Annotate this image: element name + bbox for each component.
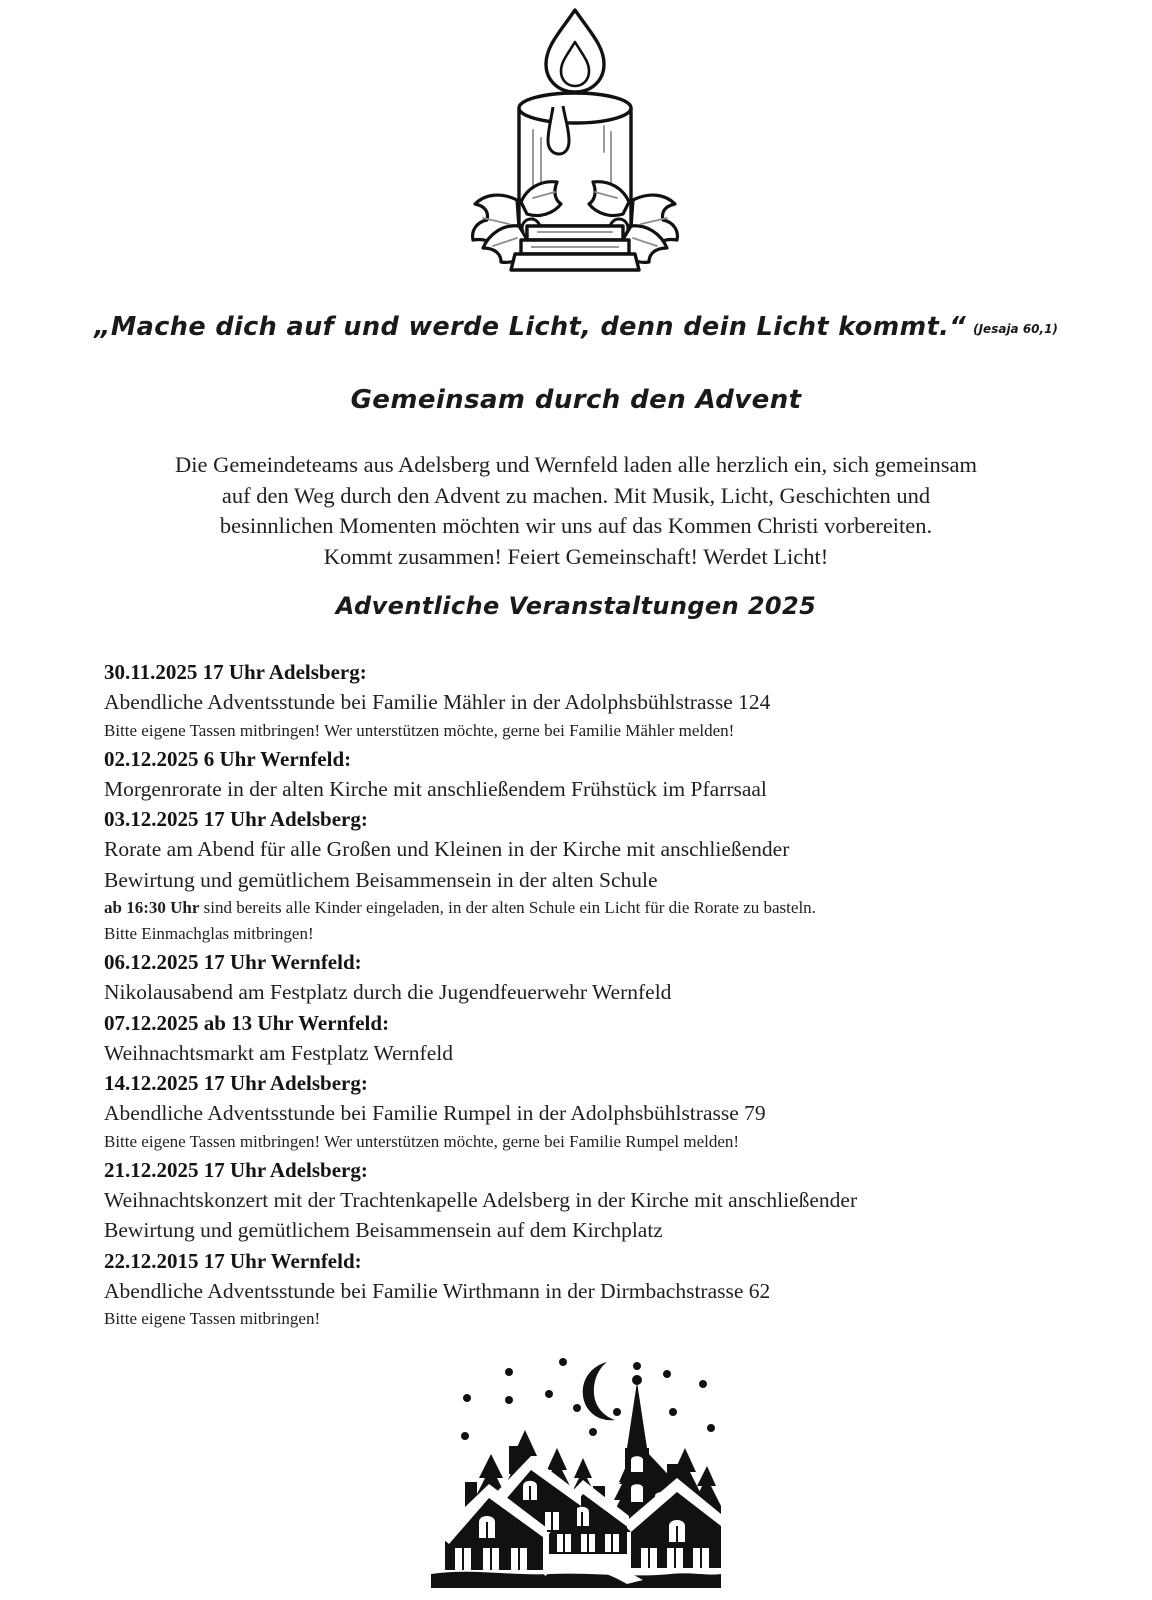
event-date: 03.12.2025 17 Uhr Adelsberg:: [104, 807, 368, 831]
event-date: 02.12.2025 6 Uhr Wernfeld:: [104, 746, 352, 771]
event-description-continued: Bewirtung und gemütlichem Beisammensein auf dem Kirchplatz: [104, 1218, 663, 1242]
event-note-rest: sind bereits alle Kinder eingeladen, in der alten Schule ein Licht für die Rorate zu basteln.: [199, 898, 816, 917]
event-item: [104, 1008, 1064, 1069]
event-description: Weihnachtsmarkt am Festplatz Wernfeld: [104, 1040, 453, 1065]
intro-line-1: Die Gemeindeteams aus Adelsberg und Wernfeld laden alle herzlich ein, sich gemeinsam: [174, 452, 978, 477]
verse-text: „Mache dich auf und werde Licht, denn dein Licht kommt.“: [94, 312, 967, 342]
event-note: Bitte eigene Tassen mitbringen! Wer unterstützen möchte, gerne bei Familie Rumpel melden!: [104, 1131, 740, 1151]
event-list: [104, 657, 1064, 1332]
event-description: Rorate am Abend für alle Großen und Kleinen in der Kirche mit anschließender: [104, 837, 790, 861]
event-date: 14.12.2025 17 Uhr Adelsberg:: [104, 1071, 368, 1095]
event-date: 30.11.2025 17 Uhr Adelsberg:: [104, 660, 367, 684]
intro-line-2: auf den Weg durch den Advent zu machen. Mit Musik, Licht, Geschichten und: [221, 482, 931, 508]
event-note-emphasis: ab 16:30 Uhr: [104, 898, 200, 917]
event-item: [104, 744, 1064, 805]
event-date: 22.12.2015 17 Uhr Wernfeld:: [104, 1248, 362, 1273]
intro-paragraph: [96, 450, 1056, 572]
section-heading: Adventliche Veranstaltungen 2025: [335, 592, 817, 620]
event-description: Abendliche Adventsstunde bei Familie Rumpel in der Adolphsbühlstrasse 79: [104, 1101, 766, 1125]
event-date: 06.12.2025 17 Uhr Wernfeld:: [104, 950, 362, 974]
event-description: Morgenrorate in der alten Kirche mit anschließendem Frühstück im Pfarrsaal: [104, 776, 767, 801]
event-description: Nikolausabend am Festplatz durch die Jugendfeuerwehr Wernfeld: [104, 980, 672, 1004]
intro-line-3: besinnlichen Momenten möchten wir uns auf das Kommen Christi vorbereiten.: [219, 513, 933, 538]
event-note: [104, 895, 1064, 921]
event-note: Bitte eigene Tassen mitbringen!: [104, 1309, 321, 1328]
event-date: 07.12.2025 ab 13 Uhr Wernfeld:: [104, 1010, 390, 1035]
event-item: [104, 804, 1064, 947]
event-description: Weihnachtskonzert mit der Trachtenkapelle Adelsberg in der Kirche mit anschließender: [104, 1187, 858, 1212]
bible-verse: [0, 313, 1152, 341]
event-description: Abendliche Adventsstunde bei Familie Mähler in der Adolphsbühlstrasse 124: [104, 690, 771, 714]
event-item: [104, 947, 1064, 1008]
event-description: Abendliche Adventsstunde bei Familie Wirthmann in der Dirmbachstrasse 62: [104, 1278, 771, 1303]
intro-line-4: Kommt zusammen! Feiert Gemeinschaft! Werdet Licht!: [323, 543, 829, 569]
event-date: 21.12.2025 17 Uhr Adelsberg:: [104, 1157, 368, 1182]
advent-candle-illustration: [0, 2, 1152, 284]
event-note: Bitte eigene Tassen mitbringen! Wer unterstützen möchte, gerne bei Familie Mähler melden!: [104, 720, 735, 740]
verse-reference: (Jesaja 60,1): [973, 322, 1058, 336]
event-item: [104, 1155, 1064, 1246]
event-item: [104, 1068, 1064, 1155]
winter-village-illustration: [0, 1336, 1152, 1600]
event-item: [104, 1246, 1064, 1333]
event-description-continued: Bewirtung und gemütlichem Beisammensein in der alten Schule: [104, 867, 658, 892]
page-subtitle: Gemeinsam durch den Advent: [350, 385, 802, 415]
event-item: [104, 657, 1064, 744]
event-note-secondary: Bitte Einmachglas mitbringen!: [104, 924, 314, 943]
